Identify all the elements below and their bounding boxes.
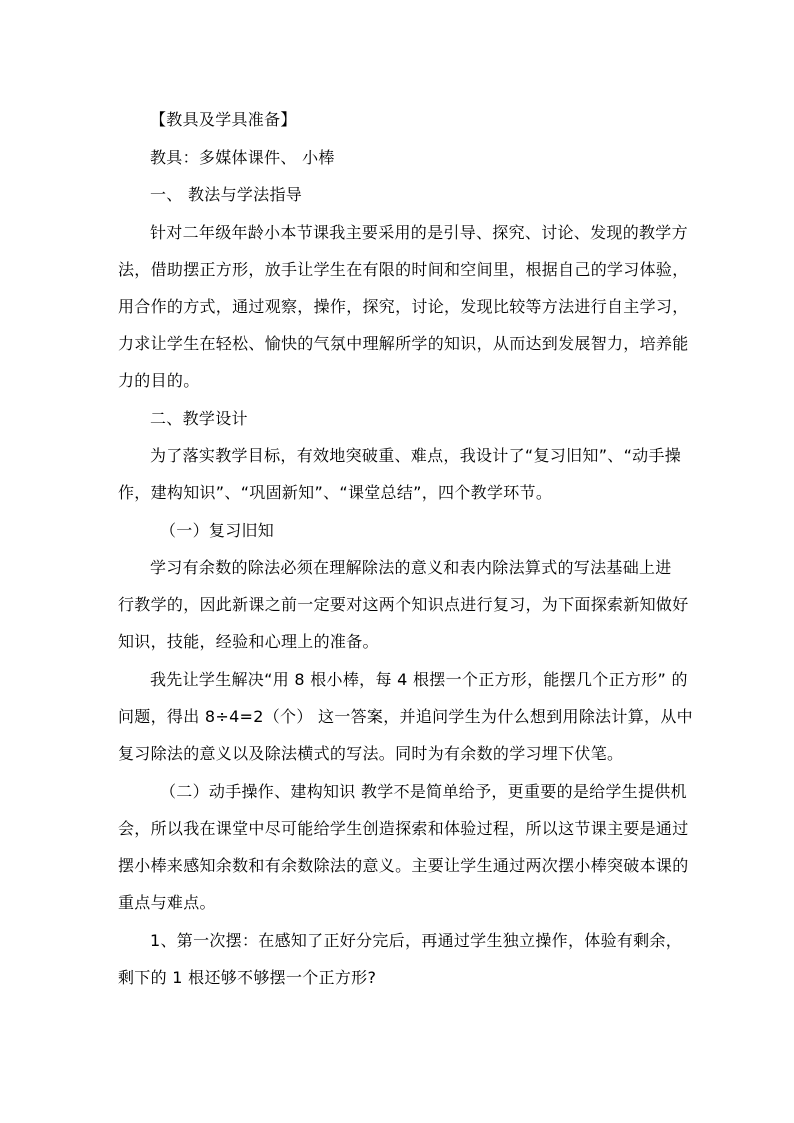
text-line: 问题，得出 8÷4=2（个） 这一答案，并追问学生为什么想到用除法计算，从中 [118,707,693,726]
section2-title: 二、教学设计 [150,409,248,428]
text-line: 复习除法的意义以及除法横式的写法。同时为有余数的学习埋下伏笔。 [118,744,624,763]
text-line: 作，建构知识”、“巩固新知”、“课堂总结”，四个教学环节。 [118,483,553,502]
text-line: （二）动手操作、建构知识 教学不是简单给予，更重要的是给学生提供机 [160,782,687,801]
subsection1-title: （一）复习旧知 [160,521,275,540]
section1-title: 一、 教法与学法指导 [150,185,303,204]
text-line: 行教学的，因此新课之前一定要对这两个知识点进行复习，为下面探索新知做好 [118,595,689,614]
text-line: 用合作的方式，通过观察，操作，探究，讨论，发现比较等方法进行自主学习， [118,297,689,316]
text-line: 法，借助摆正方形，放手让学生在有限的时间和空间里，根据自己的学习体验， [118,260,689,279]
text-line: 1、第一次摆：在感知了正好分完后，再通过学生独立操作，体验有剩余， [150,931,683,950]
text-line: 学习有余数的除法必须在理解除法的意义和表内除法算式的写法基础上进 [150,558,672,577]
text-line: 重点与难点。 [118,893,216,912]
text-line: 我先让学生解决“用 8 根小棒，每 4 根摆一个正方形，能摆几个正方形” 的 [150,670,688,689]
text-line: 为了落实教学目标，有效地突破重、难点，我设计了“复习旧知”、“动手操 [150,446,682,465]
text-line: 会，所以我在课堂中尽可能给学生创造探索和体验过程，所以这节课主要是通过 [118,819,689,838]
text-line: 摆小棒来感知余数和有余数除法的意义。主要让学生通过两次摆小棒突破本课的 [118,856,689,875]
text-line: 力求让学生在轻松、愉快的气氛中理解所学的知识，从而达到发展智力，培养能 [118,334,689,353]
text-line: 力的目的。 [118,371,200,390]
text-line: 剩下的 1 根还够不够摆一个正方形? [118,968,377,987]
text-line: 知识，技能，经验和心理上的准备。 [118,632,379,651]
text-line: 针对二年级年龄小本节课我主要采用的是引导、探究、讨论、发现的教学方 [150,223,688,242]
heading-tools: 【教具及学具准备】 [150,110,297,129]
tools-line: 教具：多媒体课件、 小棒 [150,148,335,167]
